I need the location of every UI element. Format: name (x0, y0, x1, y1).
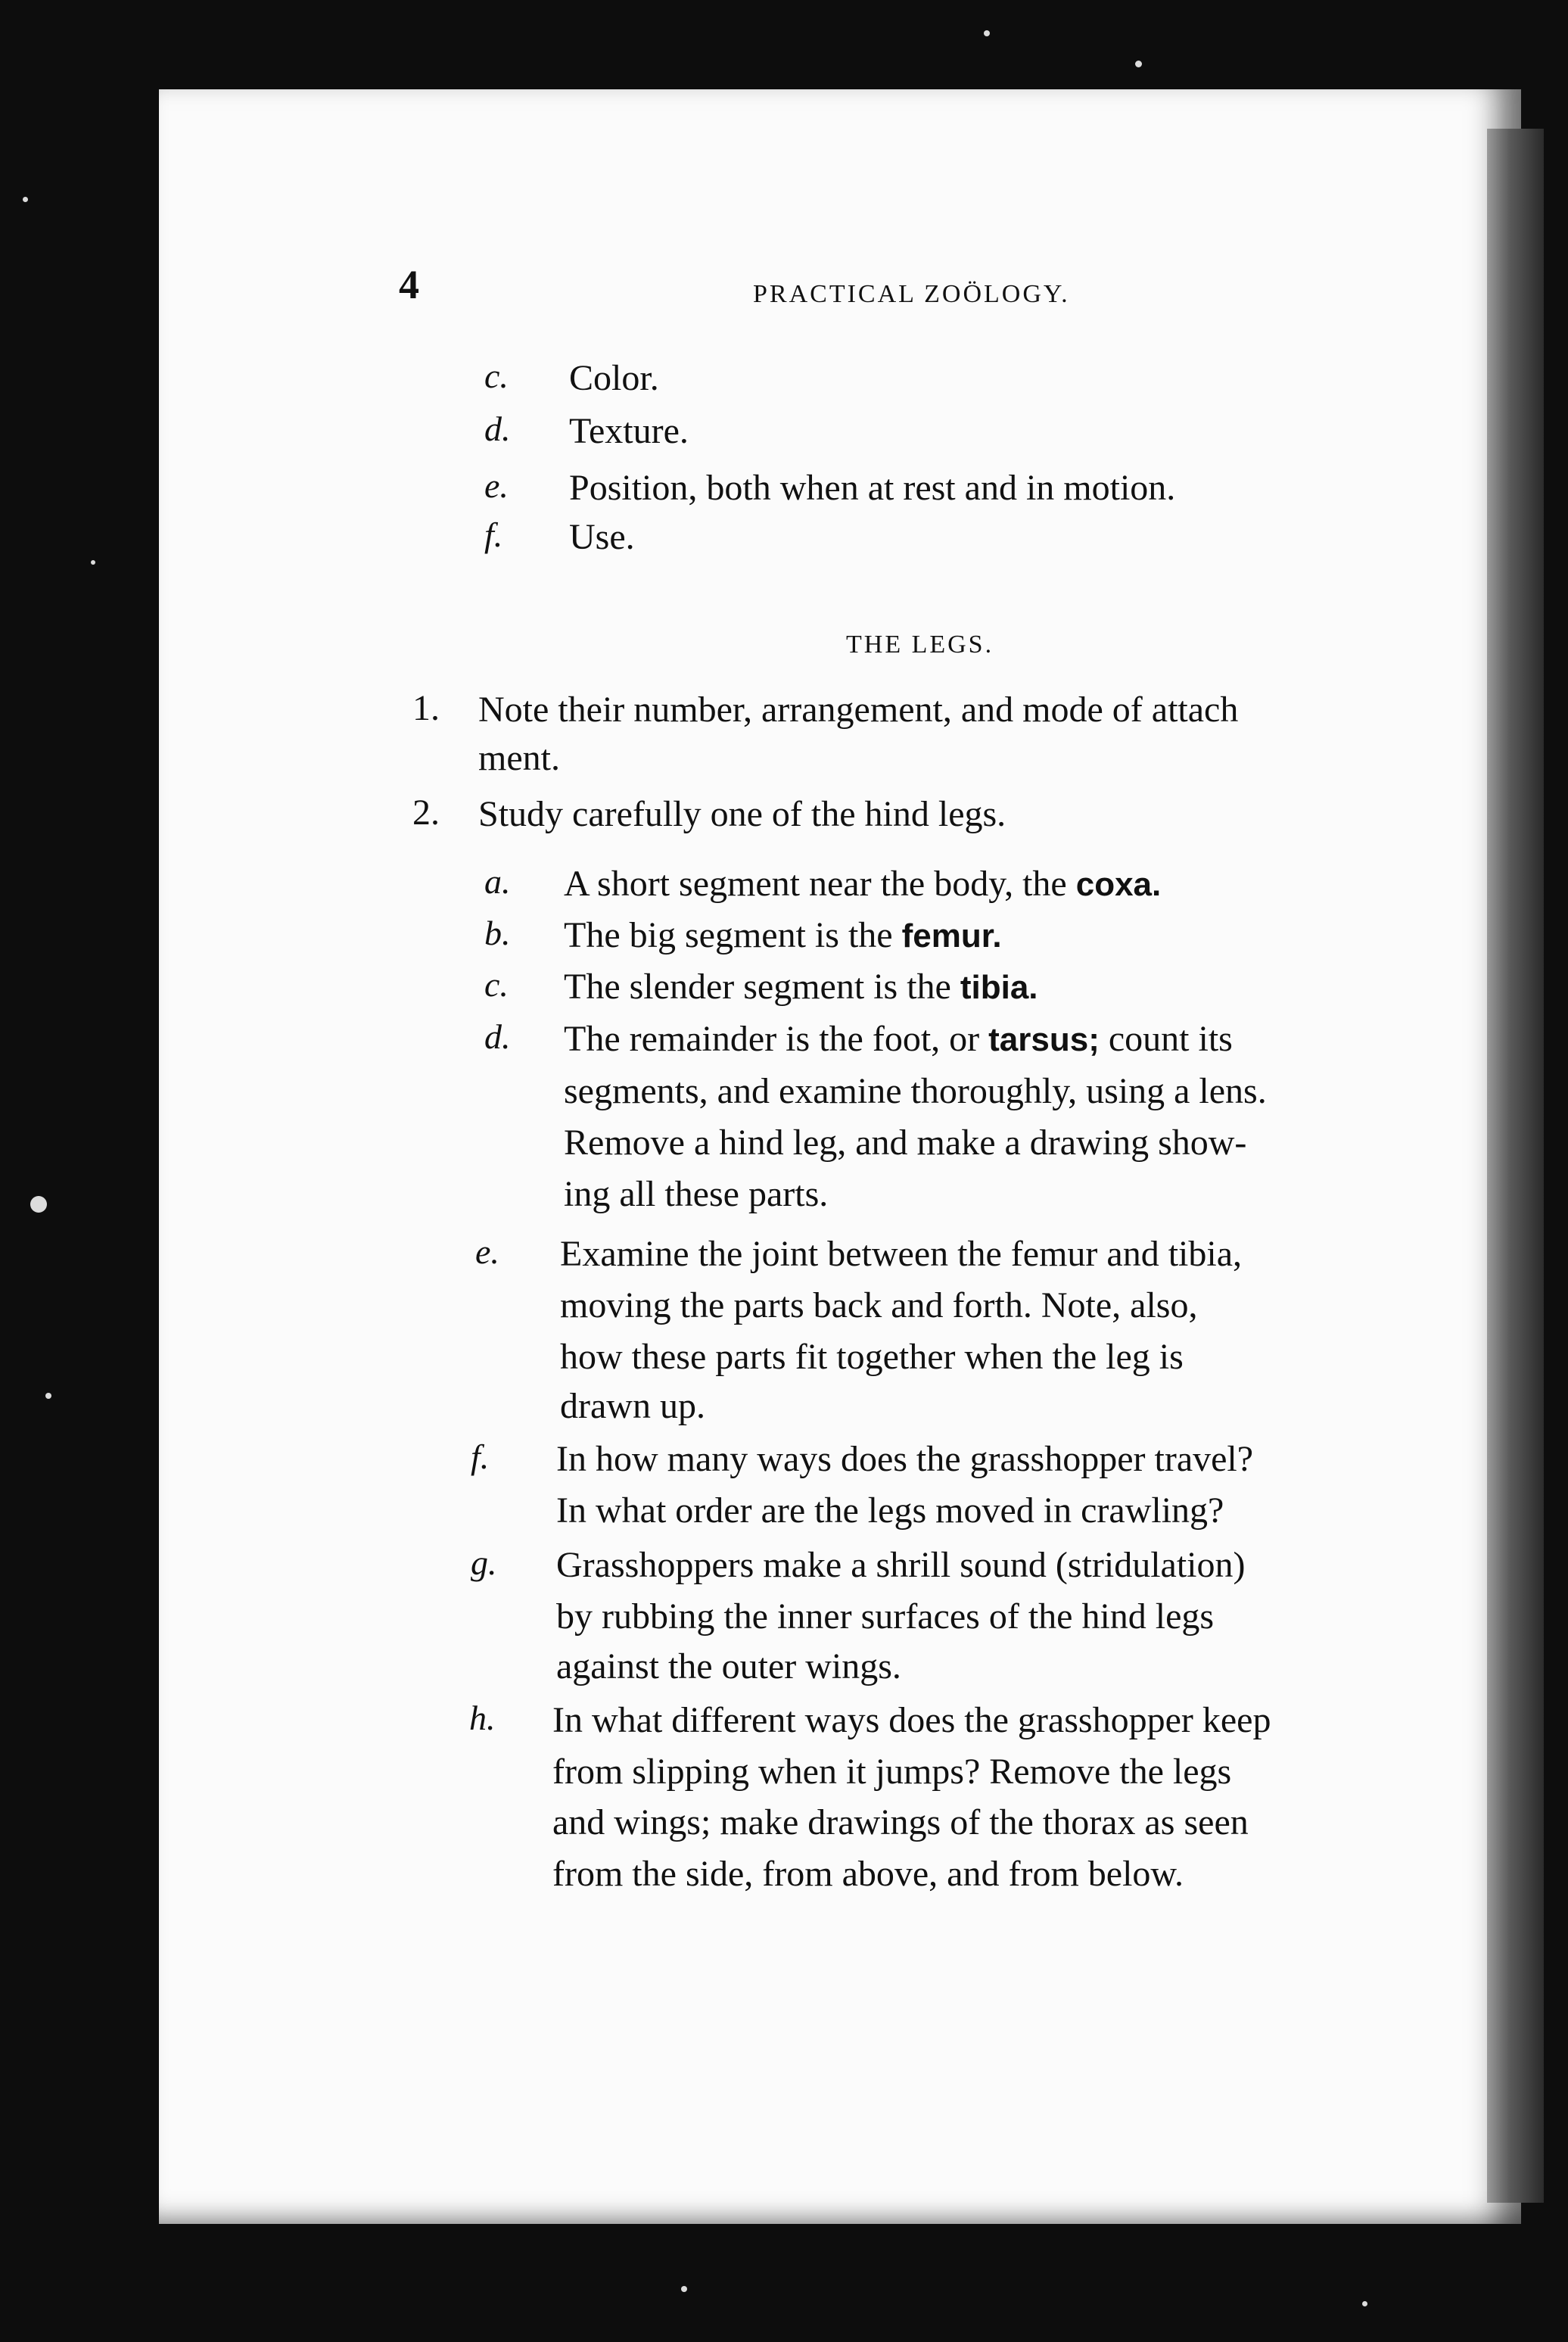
item-text: segments, and examine thoroughly, using a lens. (564, 1071, 1267, 1111)
item-number: 1. (412, 688, 440, 728)
list-marker: f. (471, 1437, 490, 1476)
list-item (564, 964, 1038, 1011)
list-marker: b. (484, 914, 511, 952)
list-item (564, 861, 1161, 908)
list-item (564, 913, 1002, 959)
list-marker: h. (469, 1699, 496, 1737)
item-text: Examine the joint between the femur and tibia, (560, 1234, 1243, 1274)
list-item: Color. (569, 358, 659, 398)
term-coxa: coxa. (1075, 866, 1162, 903)
item-text: Remove a hind leg, and make a drawing show- (564, 1123, 1247, 1163)
term-tarsus: tarsus; (988, 1021, 1100, 1058)
item-text: ing all these parts. (564, 1174, 829, 1214)
list-marker: d. (484, 410, 511, 448)
list-item: Use. (569, 517, 635, 557)
item-text: The remainder is the foot, or (564, 1019, 989, 1059)
item-text: drawn up. (560, 1386, 705, 1426)
item-text: against the outer wings. (556, 1646, 901, 1686)
list-item (564, 1017, 1233, 1063)
item-text: In how many ways does the grasshopper travel? (556, 1439, 1254, 1479)
list-marker: e. (484, 466, 509, 505)
list-marker: a. (484, 862, 511, 901)
background-speck (984, 30, 990, 36)
list-item: Texture. (569, 411, 689, 451)
item-text: Study carefully one of the hind legs. (478, 794, 1006, 834)
item-text: from the side, from above, and from below. (552, 1854, 1184, 1894)
item-text: The slender segment is the (564, 967, 960, 1007)
item-text: from slipping when it jumps? Remove the legs (552, 1752, 1232, 1792)
page-number: 4 (399, 262, 419, 307)
item-text: The big segment is the (564, 915, 902, 955)
term-tibia: tibia. (960, 969, 1038, 1006)
list-marker: f. (484, 515, 503, 554)
item-text: moving the parts back and forth. Note, also, (560, 1285, 1198, 1325)
item-text: Grasshoppers make a shrill sound (stridulation) (556, 1545, 1246, 1585)
page-edge-shadow (1487, 129, 1544, 2203)
item-text: how these parts fit together when the leg is (560, 1337, 1184, 1377)
section-heading: THE LEGS. (846, 631, 994, 659)
list-item: Position, both when at rest and in motion. (569, 468, 1176, 508)
item-text: count its (1099, 1019, 1233, 1059)
item-text: A short segment near the body, the (564, 864, 1076, 904)
item-text: Note their number, arrangement, and mode of attach (478, 690, 1239, 730)
background-speck (91, 560, 95, 565)
item-text: ment. (478, 738, 560, 778)
item-text: by rubbing the inner surfaces of the hind legs (556, 1596, 1215, 1637)
background-speck (1135, 61, 1142, 67)
background-speck (23, 197, 28, 202)
background-speck (681, 2286, 687, 2292)
background-speck (1362, 2301, 1367, 2306)
list-marker: e. (475, 1232, 499, 1271)
list-marker: c. (484, 965, 509, 1004)
background-speck (30, 1196, 47, 1213)
list-marker: d. (484, 1017, 511, 1056)
item-text: In what order are the legs moved in crawling? (556, 1490, 1224, 1531)
background-speck (45, 1393, 51, 1399)
running-head: PRACTICAL ZOÖLOGY. (753, 280, 1070, 308)
item-text: and wings; make drawings of the thorax as seen (552, 1802, 1249, 1842)
list-marker: g. (471, 1543, 497, 1582)
list-marker: c. (484, 357, 509, 395)
item-number: 2. (412, 793, 440, 833)
item-text: In what different ways does the grasshopper keep (552, 1700, 1271, 1740)
term-femur: femur. (901, 917, 1002, 955)
